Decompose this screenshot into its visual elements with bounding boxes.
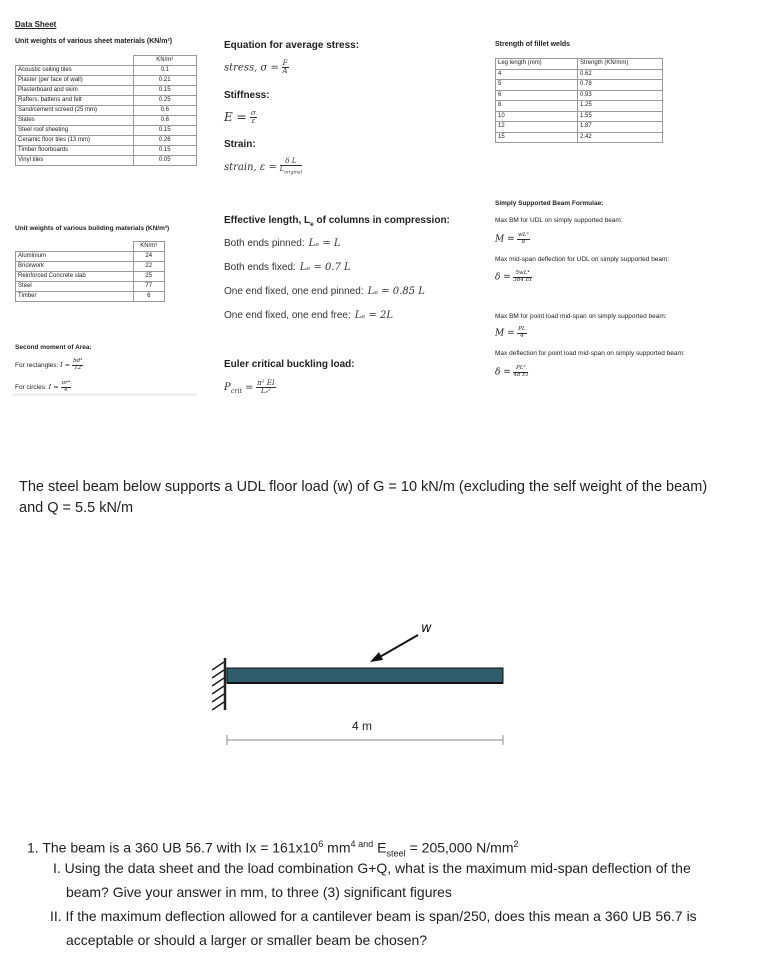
eff-heading-a: Effective length, L xyxy=(224,215,311,226)
unit-header: KN/m³ xyxy=(133,242,165,252)
circ-den: 4 xyxy=(63,386,68,393)
q1-sup-and: 4 and xyxy=(350,839,374,849)
strain-num: δ L xyxy=(280,158,302,166)
strength-cell: 2.42 xyxy=(578,132,663,143)
material-name: Brickwork xyxy=(16,262,134,272)
strain-lhs: strain, ε = xyxy=(224,161,277,173)
euler-heading: Euler critical buckling load: xyxy=(224,359,355,370)
material-name: Rafters, battens and felt xyxy=(16,96,134,106)
table-row xyxy=(16,282,165,292)
condition-formula: Lₑ = 2L xyxy=(354,310,394,321)
table-row xyxy=(16,86,197,96)
material-name: Ceramic floor tiles (13 mm) xyxy=(16,136,134,146)
leg-length-cell: 10 xyxy=(496,111,578,122)
leg-length-cell: 5 xyxy=(496,80,578,91)
rect-den: 12 xyxy=(74,364,82,371)
circ-lhs: I = xyxy=(48,382,59,391)
table-row xyxy=(496,80,663,91)
effective-length-row xyxy=(224,310,425,334)
moment-area-heading: Second moment of Area: xyxy=(15,344,92,351)
euler-num: π² EI xyxy=(257,379,275,387)
table-row xyxy=(16,126,197,136)
euler-lhs: P xyxy=(224,382,231,394)
beam xyxy=(227,668,503,683)
pt-bm-formula xyxy=(495,327,527,340)
material-name: Plaster (per face of wall) xyxy=(16,76,134,86)
effective-length-row xyxy=(224,238,425,262)
material-value: 0.25 xyxy=(133,96,197,106)
unit-header: KN/m² xyxy=(133,56,197,66)
stress-equation xyxy=(224,60,289,76)
effective-length-row xyxy=(224,286,425,310)
stiff-lhs: E = xyxy=(224,110,247,125)
pt-def-den: 48 EI xyxy=(513,371,529,378)
rect-label: For rectangles: xyxy=(15,361,59,369)
condition-formula: Lₑ = L xyxy=(308,238,341,249)
rect-formula xyxy=(15,359,83,372)
span-dimension xyxy=(227,735,503,745)
material-name: Acoustic ceiling tiles xyxy=(16,66,134,76)
pt-bm-label: Max BM for point load mid-span on simply supported beam: xyxy=(495,313,667,320)
effective-length-row xyxy=(224,262,425,286)
divider xyxy=(12,393,197,396)
strength-cell: 1.25 xyxy=(578,101,663,112)
material-value: 0.21 xyxy=(133,76,197,86)
problem-intro: The steel beam below supports a UDL floor load (w) of G = 10 kN/m (excluding the self weight of the beam) and Q = 5.5 kN/m xyxy=(19,479,708,516)
euler-eq: = xyxy=(244,382,254,394)
table-row xyxy=(16,136,197,146)
question-1-part-i: I. Using the data sheet and the load combination G+Q, what is the maximum mid-span deflection of the beam? Give your answer in mm, to three (3) significant figures xyxy=(53,860,691,900)
euler-lhs-sub: crit xyxy=(230,387,243,396)
q1-sub-steel: steel xyxy=(386,848,406,859)
strain-heading: Strain: xyxy=(224,139,256,150)
stiffness-equation xyxy=(224,110,257,126)
material-value: 0.15 xyxy=(133,146,197,156)
q1-sup-exp: 6 xyxy=(318,839,324,849)
table-row xyxy=(496,122,663,133)
condition-label: Both ends pinned: xyxy=(224,238,305,249)
avg-stress-heading: Equation for average stress: xyxy=(224,40,360,51)
datasheet-title: Data Sheet xyxy=(15,20,57,29)
udl-bm-lhs: M = xyxy=(495,234,515,245)
pt-def-lhs: δ = xyxy=(495,367,511,378)
q1-text-b: mm xyxy=(323,839,351,856)
table-row xyxy=(496,101,663,112)
load-label: w xyxy=(421,621,432,636)
material-value: 0.15 xyxy=(133,86,197,96)
leg-length-cell: 8 xyxy=(496,101,578,112)
udl-bm-den: 8 xyxy=(521,238,526,245)
stress-num: F xyxy=(282,59,288,67)
strain-den-sub: original xyxy=(284,170,303,176)
building-materials-table xyxy=(15,241,165,302)
leg-length-cell: 12 xyxy=(496,122,578,133)
table-row xyxy=(16,272,165,282)
table-row xyxy=(16,156,197,166)
strength-cell: 0.78 xyxy=(578,80,663,91)
effective-length-list xyxy=(224,238,425,334)
strength-cell: 1.87 xyxy=(578,122,663,133)
material-name: Sand/cement screed (25 mm) xyxy=(16,106,134,116)
material-value: 24 xyxy=(133,252,165,262)
span-label: 4 m xyxy=(351,719,373,733)
table-row xyxy=(16,66,197,76)
strain-den: L xyxy=(279,165,285,174)
fillet-weld-table xyxy=(495,58,663,143)
material-name: Timber xyxy=(16,292,134,302)
pt-bm-num: PL xyxy=(518,326,526,332)
euler-den: Lₑ² xyxy=(260,387,271,396)
stiff-num: σ xyxy=(250,109,256,117)
rect-lhs: I = xyxy=(60,360,71,369)
material-value: 22 xyxy=(133,262,165,272)
udl-def-den: 384 EI xyxy=(513,276,532,283)
question-1-part-ii: II. If the maximum deflection allowed for a cantilever beam is span/250, does this mean a 360 UB 56.7 is acceptable or should a larger or smaller beam be chosen? xyxy=(50,908,697,948)
material-value: 25 xyxy=(133,272,165,282)
strength-cell: 1.55 xyxy=(578,111,663,122)
col-leg-length: Leg length (mm) xyxy=(496,59,578,70)
circle-formula xyxy=(15,381,71,394)
udl-bm-label: Max BM for UDL on simply supported beam: xyxy=(495,217,623,224)
circ-num: πr⁴ xyxy=(61,380,70,386)
pt-bm-den: 4 xyxy=(520,332,524,339)
ssbeam-heading: Simply Supported Beam Formulae: xyxy=(495,200,604,207)
load-arrow xyxy=(370,635,418,662)
q1-text-c: E xyxy=(373,839,387,856)
leg-length-cell: 15 xyxy=(496,132,578,143)
material-value: 0.1 xyxy=(133,66,197,76)
eff-heading-sub: e xyxy=(310,221,314,228)
eff-heading-b: of columns in compression: xyxy=(313,215,450,226)
material-name: Vinyl tiles xyxy=(16,156,134,166)
building-table-heading: Unit weights of various building materials (KN/m³) xyxy=(15,225,170,232)
leg-length-cell: 4 xyxy=(496,69,578,80)
udl-def-num: 5wL⁴ xyxy=(513,271,531,278)
strength-cell: 0.62 xyxy=(578,69,663,80)
material-value: 77 xyxy=(133,282,165,292)
leg-length-cell: 6 xyxy=(496,90,578,101)
table-row xyxy=(16,76,197,86)
table-row xyxy=(496,111,663,122)
table-row xyxy=(496,90,663,101)
col-strength: Strength (KN/mm) xyxy=(578,59,663,70)
udl-bm-num: wL² xyxy=(518,232,529,238)
pt-bm-lhs: M = xyxy=(495,328,515,339)
condition-label: One end fixed, one end pinned: xyxy=(224,286,364,297)
udl-def-formula xyxy=(495,271,532,284)
material-name: Timber floorboards xyxy=(16,146,134,156)
table-header-row xyxy=(16,242,165,252)
table-row xyxy=(496,69,663,80)
stiff-den: ε xyxy=(251,117,256,126)
strength-cell: 0.93 xyxy=(578,90,663,101)
material-name: Aluminium xyxy=(16,252,134,262)
circ-label: For circles: xyxy=(15,383,47,391)
effective-length-heading xyxy=(224,215,450,228)
material-name: Steel roof sheeting xyxy=(16,126,134,136)
rect-num: bd³ xyxy=(73,358,83,364)
material-name: Reinforced Concrete slab xyxy=(16,272,134,282)
material-value: 0.15 xyxy=(133,126,197,136)
condition-formula: Lₑ = 0.7 L xyxy=(299,262,351,273)
condition-label: One end fixed, one end free: xyxy=(224,310,351,321)
table-row xyxy=(16,252,165,262)
q1-text-d: = 205,000 N/mm xyxy=(405,839,514,856)
material-name: Plasterboard and skim xyxy=(16,86,134,96)
material-value: 0.26 xyxy=(133,136,197,146)
material-value: 0.6 xyxy=(133,116,197,126)
material-value: 0.6 xyxy=(133,106,197,116)
table-row xyxy=(16,262,165,272)
sheet-materials-table xyxy=(15,55,197,166)
table-header-row xyxy=(496,59,663,70)
material-name: Steel xyxy=(16,282,134,292)
fixed-support xyxy=(212,658,225,710)
pt-def-label: Max deflection for point load mid-span on simply supported beam: xyxy=(495,350,685,357)
table-row xyxy=(16,116,197,126)
material-value: 0.05 xyxy=(133,156,197,166)
sheet-table-heading: Unit weights of various sheet materials (KN/m²) xyxy=(15,38,173,45)
condition-label: Both ends fixed: xyxy=(224,262,296,273)
euler-equation xyxy=(224,380,276,396)
fillet-heading: Strength of fillet welds xyxy=(495,41,571,48)
cantilever-beam-diagram xyxy=(190,610,530,750)
stiffness-heading: Stiffness: xyxy=(224,90,270,101)
pt-def-num: PL³ xyxy=(513,366,528,373)
stress-lhs: stress, σ = xyxy=(224,62,279,74)
q1-sup-2: 2 xyxy=(513,839,519,849)
table-row xyxy=(16,146,197,156)
table-header-row xyxy=(16,56,197,66)
material-value: 6 xyxy=(133,292,165,302)
udl-bm-formula xyxy=(495,233,530,246)
udl-def-lhs: δ = xyxy=(495,272,511,283)
q1-text-a: 1. The beam is a 360 UB 56.7 with Ix = 161x10 xyxy=(27,839,319,856)
table-row xyxy=(16,96,197,106)
table-row xyxy=(16,292,165,302)
table-row xyxy=(16,106,197,116)
udl-def-label: Max mid-span deflection for UDL on simply supported beam: xyxy=(495,256,670,263)
material-name: Slates xyxy=(16,116,134,126)
strain-equation xyxy=(224,158,302,177)
table-row xyxy=(496,132,663,143)
condition-formula: Lₑ = 0.85 L xyxy=(367,286,425,297)
pt-def-formula xyxy=(495,366,528,379)
stress-den: A xyxy=(282,67,288,76)
